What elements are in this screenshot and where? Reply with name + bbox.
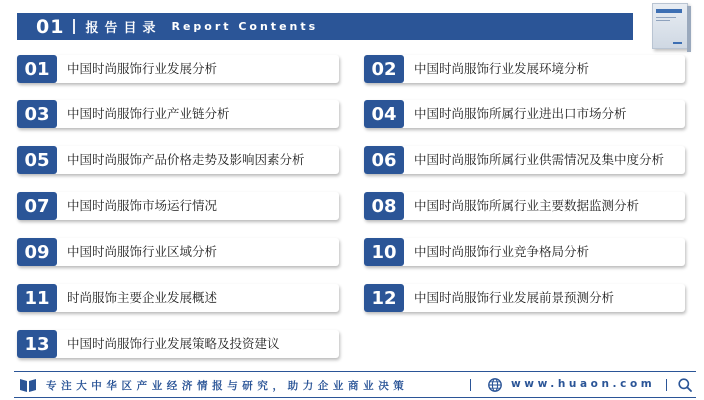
- contents-item[interactable]: [17, 192, 339, 220]
- contents-item[interactable]: [17, 330, 339, 358]
- item-number-badge: 08: [364, 192, 404, 220]
- item-label: 中国时尚服饰市场运行情况: [67, 198, 218, 213]
- footer-top-rule: [14, 371, 696, 372]
- item-label: 中国时尚服饰行业发展分析: [67, 61, 218, 76]
- report-cover-image: [652, 3, 688, 49]
- section-subtitle-en: Report Contents: [171, 20, 319, 33]
- contents-item[interactable]: [364, 55, 685, 83]
- contents-item[interactable]: [17, 238, 339, 266]
- item-number-badge: 05: [17, 146, 57, 174]
- item-number-badge: 03: [17, 100, 57, 128]
- contents-item[interactable]: [364, 238, 685, 266]
- item-number-badge: 04: [364, 100, 404, 128]
- contents-item[interactable]: [364, 146, 685, 174]
- item-number-badge: 07: [17, 192, 57, 220]
- item-label: 中国时尚服饰产品价格走势及影响因素分析: [67, 152, 305, 167]
- globe-icon: [488, 378, 502, 392]
- search-icon[interactable]: [678, 378, 692, 392]
- contents-item[interactable]: [17, 284, 339, 312]
- section-number: 01: [36, 15, 65, 38]
- item-number-badge: 01: [17, 55, 57, 83]
- item-number-badge: 11: [17, 284, 57, 312]
- contents-item[interactable]: [17, 55, 339, 83]
- contents-item[interactable]: [17, 146, 339, 174]
- item-number-badge: 12: [364, 284, 404, 312]
- item-label: 中国时尚服饰行业发展策略及投资建议: [67, 336, 280, 351]
- section-header: [17, 13, 633, 40]
- item-number-badge: 13: [17, 330, 57, 358]
- book-icon: [20, 378, 36, 392]
- item-label: 中国时尚服饰行业产业链分析: [67, 106, 230, 121]
- item-label: 中国时尚服饰行业竞争格局分析: [414, 244, 590, 259]
- item-label: 中国时尚服饰行业区域分析: [67, 244, 218, 259]
- item-number-badge: 06: [364, 146, 404, 174]
- contents-item[interactable]: [364, 100, 685, 128]
- section-title: 报告目录: [85, 21, 162, 36]
- contents-item[interactable]: [364, 284, 685, 312]
- item-label: 中国时尚服饰行业发展环境分析: [414, 61, 590, 76]
- item-number-badge: 02: [364, 55, 404, 83]
- item-label: 中国时尚服饰所属行业进出口市场分析: [414, 106, 627, 121]
- footer-bottom-rule: [14, 397, 696, 398]
- contents-item[interactable]: [17, 100, 339, 128]
- item-number-badge: 09: [17, 238, 57, 266]
- item-number-badge: 10: [364, 238, 404, 266]
- footer: [14, 374, 696, 396]
- footer-slogan: 专注大中华区产业经济情报与研究，助力企业商业决策: [46, 380, 409, 392]
- item-label: 中国时尚服饰所属行业主要数据监测分析: [414, 198, 640, 213]
- contents-item[interactable]: [364, 192, 685, 220]
- item-label: 中国时尚服饰所属行业供需情况及集中度分析: [414, 152, 665, 167]
- item-label: 中国时尚服饰行业发展前景预测分析: [414, 290, 615, 305]
- item-label: 时尚服饰主要企业发展概述: [67, 290, 218, 305]
- footer-divider: [666, 379, 667, 391]
- footer-divider: [470, 379, 471, 391]
- header-divider: [73, 19, 75, 34]
- footer-website-link[interactable]: www.huaon.com: [511, 378, 656, 390]
